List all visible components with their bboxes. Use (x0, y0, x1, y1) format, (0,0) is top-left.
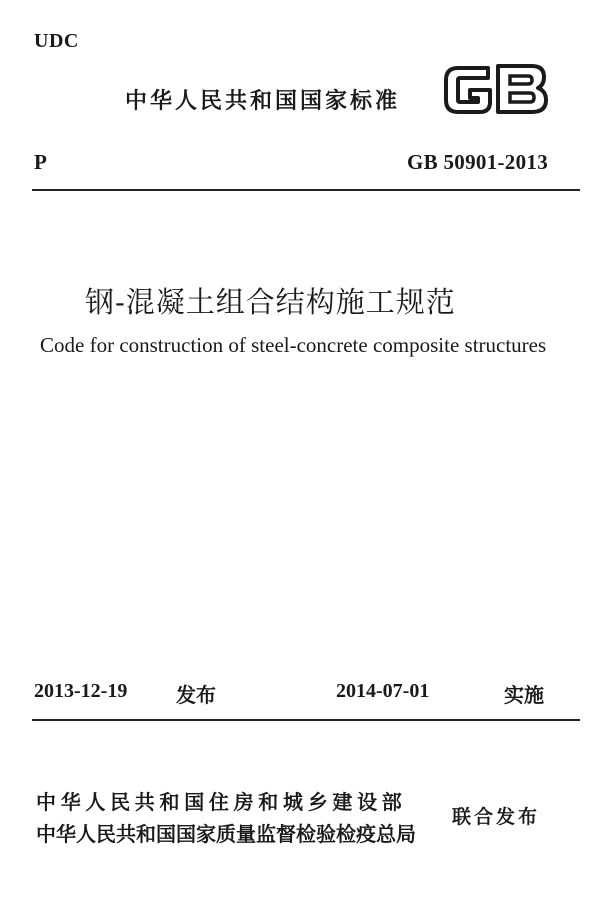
issue-label: 发布 (176, 683, 216, 707)
implementation-date: 2014-07-01 (336, 680, 430, 702)
bottom-divider (32, 719, 580, 721)
title-chinese: 钢-混凝土组合结构施工规范 (85, 285, 456, 319)
udc-label: UDC (34, 30, 79, 52)
joint-issue-label: 联合发布 (452, 806, 541, 828)
issuer-aqsiq: 中华人民共和国国家质量监督检验检疫总局 (36, 822, 416, 846)
issue-date: 2013-12-19 (34, 680, 128, 702)
national-standard-label: 中华人民共和国国家标准 (125, 89, 401, 114)
standard-number: GB 50901-2013 (407, 150, 548, 174)
implementation-label: 实施 (504, 683, 544, 707)
classification-code: P (34, 150, 47, 174)
issuer-ministry: 中华人民共和国住房和城乡建设部 (36, 790, 407, 814)
gb-logo-icon (440, 56, 552, 122)
title-english: Code for construction of steel-concrete composite structures (40, 333, 547, 357)
top-divider (32, 189, 580, 191)
